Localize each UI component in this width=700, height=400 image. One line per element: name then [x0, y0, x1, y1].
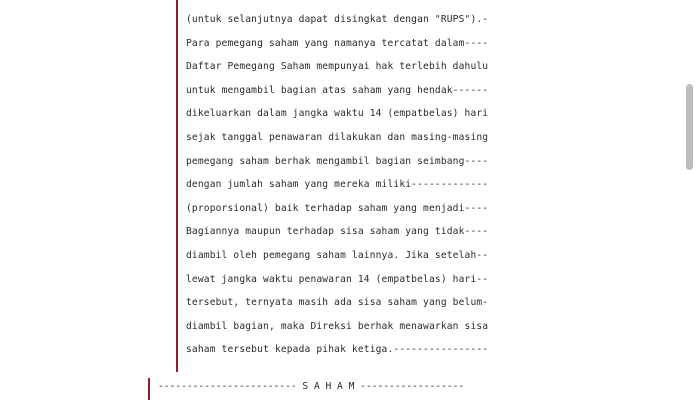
- vertical-scrollbar[interactable]: [680, 0, 700, 400]
- text-line: Daftar Pemegang Saham mempunyai hak terlebih dahulu: [186, 61, 489, 73]
- text-line: diambil bagian, maka Direksi berhak menawarkan sisa: [186, 320, 489, 332]
- body-text: [186, 8, 586, 362]
- text-line: pemegang saham berhak mengambil bagian seimbang----: [186, 155, 489, 167]
- text-line: saham tersebut kepada pihak ketiga.----------------: [186, 344, 489, 356]
- margin-line: [176, 0, 178, 372]
- text-line: untuk mengambil bagian atas saham yang hendak------: [186, 84, 489, 96]
- text-line: diambil oleh pemegang saham lainnya. Jika setelah--: [186, 249, 489, 261]
- text-line: (proporsional) baik terhadap saham yang menjadi----: [186, 202, 489, 214]
- text-line: Para pemegang saham yang namanya tercatat dalam----: [186, 37, 489, 49]
- text-line: (untuk selanjutnya dapat disingkat dengan "RUPS").-: [186, 14, 489, 25]
- text-line: lewat jangka waktu penawaran 14 (empatbelas) hari--: [186, 273, 489, 285]
- margin-line-lower: [148, 378, 150, 400]
- section-heading: ------------------------ S A H A M ------------------: [158, 381, 465, 392]
- text-line: Bagiannya maupun terhadap sisa saham yang tidak----: [186, 226, 489, 238]
- text-line: dengan jumlah saham yang mereka miliki-------------: [186, 179, 489, 191]
- text-line: sejak tanggal penawaran dilakukan dan masing-masing: [186, 131, 489, 143]
- scrollbar-thumb[interactable]: [686, 84, 693, 170]
- text-line: tersebut, ternyata masih ada sisa saham yang belum-: [186, 297, 489, 309]
- text-line: dikeluarkan dalam jangka waktu 14 (empatbelas) hari: [186, 108, 489, 120]
